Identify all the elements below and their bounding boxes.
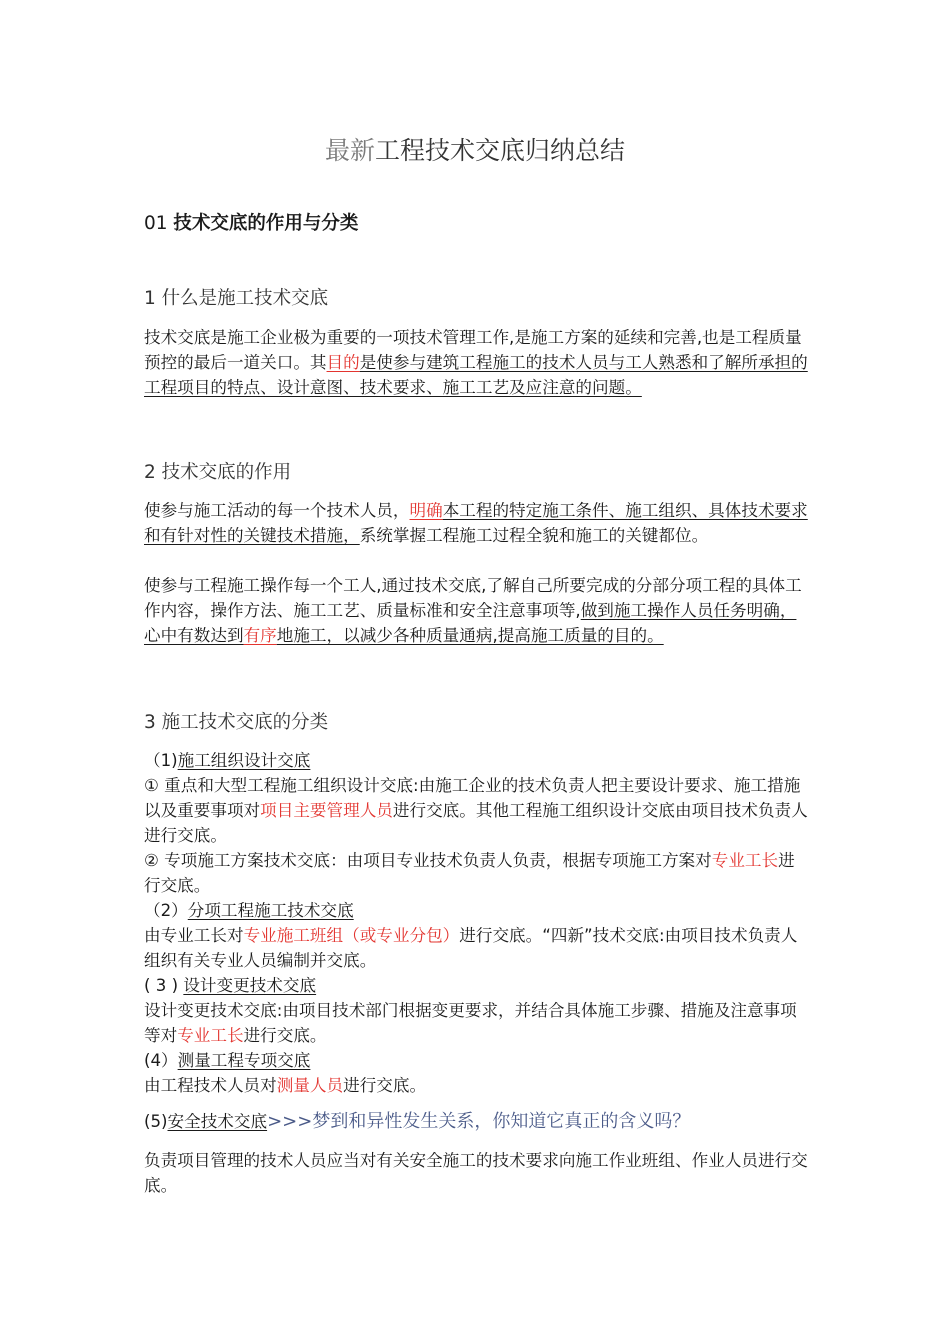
category-4-text: 由工程技术人员对测量人员进行交底。 — [144, 1076, 427, 1095]
document-title: 最新工程技术交底归纳总结 — [324, 136, 626, 165]
category-1-item-1: ① 重点和大型工程施工组织设计交底:由施工企业的技术负责人把主要设计要求、施工措施以及重要事项对项目主要管理人员进行交底。其他工程施工组织设计交底由项目技术负责人进行交底。 — [144, 776, 808, 845]
related-article-link[interactable]: >>>梦到和异性发生关系，你知道它真正的含义吗？ — [267, 1111, 691, 1132]
section-heading-01: 01 技术交底的作用与分类 — [144, 213, 359, 234]
paragraph-role-2: 使参与工程施工操作每一个工人,通过技术交底,了解自己所要完成的分部分项工程的具体工作内容，操作方法、施工工艺、质量标准和安全注意事项等,做到施工操作人员任务明确，心中有数达到有序地施工，以减少各种质量通病,提高施工质量的目的。 — [144, 576, 802, 645]
category-4-heading: (4）测量工程专项交底 — [144, 1051, 311, 1070]
category-1-item-2: ② 专项施工方案技术交底：由项目专业技术负责人负责，根据专项施工方案对专业工长进行交底。 — [144, 851, 795, 895]
category-1-heading: （1)施工组织设计交底 — [144, 751, 311, 770]
category-5-text: 负责项目管理的技术人员应当对有关安全施工的技术要求向施工作业班组、作业人员进行交底。 — [144, 1151, 808, 1195]
paragraph-what-is: 技术交底是施工企业极为重要的一项技术管理工作,是施工方案的延续和完善,也是工程质量预控的最后一道关口。其目的是使参与建筑工程施工的技术人员与工人熟悉和了解所承担的工程项目的特点、设计意图、技术要求、施工工艺及应注意的问题。 — [144, 328, 808, 397]
category-2-heading: （2）分项工程施工技术交底 — [144, 901, 354, 920]
category-2-text: 由专业工长对专业施工班组（或专业分包）进行交底。“四新”技术交底:由项目技术负责人组织有关专业人员编制并交底。 — [144, 926, 798, 970]
category-3-text: 设计变更技术交底:由项目技术部门根据变更要求，并结合具体施工步骤、措施及注意事项等对专业工长进行交底。 — [144, 1001, 797, 1045]
category-5-heading: (5)安全技术交底>>>梦到和异性发生关系，你知道它真正的含义吗？ — [144, 1111, 691, 1132]
heading-role: 2 技术交底的作用 — [144, 462, 292, 483]
paragraph-role-1: 使参与施工活动的每一个技术人员，明确本工程的特定施工条件、施工组织、具体技术要求和有针对性的关键技术措施，系统掌握工程施工过程全貌和施工的关键都位。 — [144, 501, 808, 545]
category-3-heading: ( 3 ) 设计变更技术交底 — [144, 976, 317, 995]
heading-classification: 3 施工技术交底的分类 — [144, 712, 329, 733]
heading-what-is: 1 什么是施工技术交底 — [144, 288, 329, 309]
